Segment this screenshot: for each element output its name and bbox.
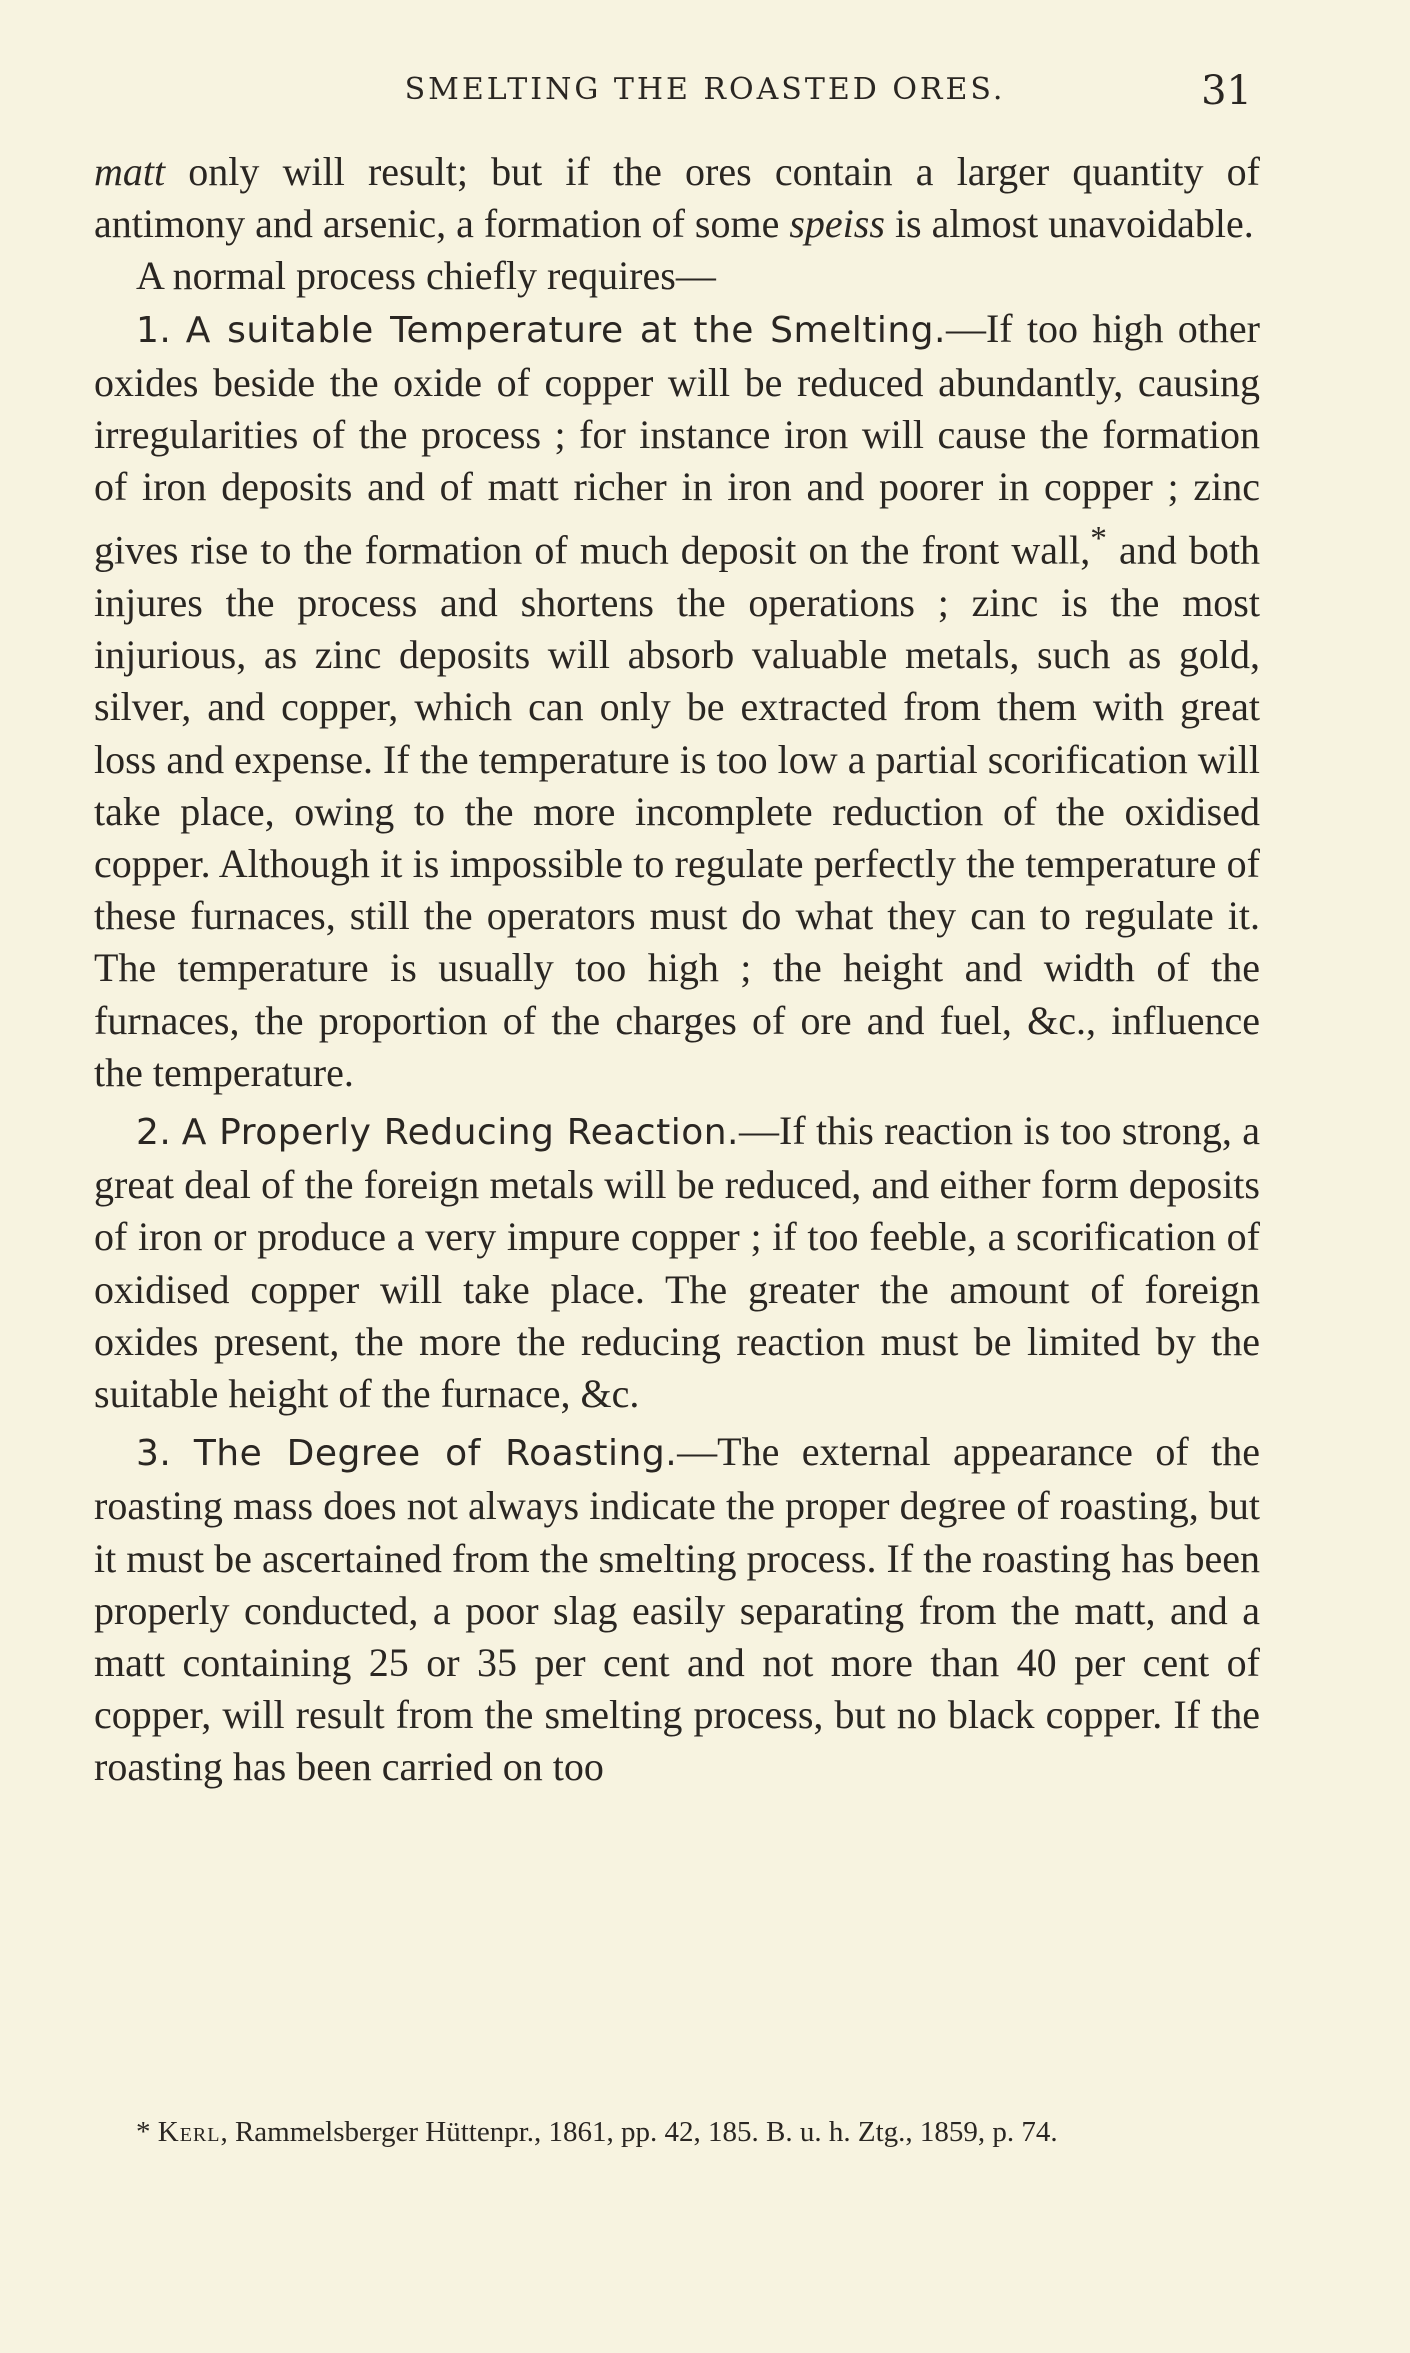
body-text [94, 146, 1260, 1794]
lead-paragraph: A normal process chiefly requires— [136, 253, 716, 299]
section-3-paragraph: 3. The Degree of Roasting.—The external appearance of the roasting mass does not always indicate the proper degree of roasting, but it must be ascertained from the smelting process. If the roasting has been properly conducted, a poor slag easily separating from the matt, and a matt containing 25 or 35 per cent and not more than 40 per cent of copper, will result from the smelting process, but no black copper. If the roasting has been carried on too [94, 1429, 1260, 1790]
running-head: SMELTING THE ROASTED ORES. [404, 72, 1006, 107]
section-2-paragraph: 2. A Properly Reducing Reaction.—If this reaction is too strong, a great deal of the foreign metals will be reduced, and either form deposits of iron or produce a very impure copper ; if too feeble, a scorification of oxidised copper will take place. The greater the amount of foreign oxides present, the more the reducing reaction must be limited by the suitable height of the furnace, &c. [94, 1107, 1261, 1416]
section-1-paragraph: 1. A suitable Temperature at the Smelting.—If too high other oxides beside the oxide of copper will be reduced abundantly, causing irregularities of the process ; for instance iron will cause the formation of iron deposits and of matt richer in iron and poorer in copper ; zinc gives rise to the formation of much deposit on the front wall,* and both injures the process and shortens the operations ; zinc is the most injurious, as zinc deposits will absorb valuable metals, such as gold, silver, and copper, which can only be extracted from them with great loss and expense. If the temperature is too low a partial scorification will take place, owing to the more incomplete reduction of the oxidised copper. Although it is impossible to regulate perfectly the temperature of these furnaces, still the operators must do what they can to regulate it. The temperature is usually too high ; the height and width of the furnaces, the proportion of the charges of ore and fuel, &c., influence the temperature. [94, 305, 1260, 1095]
page-number: 31 [1201, 68, 1252, 114]
footnote-mark: * [136, 2116, 151, 2148]
footnote-author: Kerl [157, 2116, 221, 2148]
section-2-number: 2. [136, 1111, 172, 1153]
section-1-heading: A suitable Temperature at the Smelting. [185, 309, 946, 351]
intro-paragraph: matt only will result; but if the ores contain a larger quantity of antimony and arsenic, a formation of some speiss is almost unavoidable. [94, 149, 1260, 247]
footnote [94, 2104, 1260, 2160]
section-2-heading: A Properly Reducing Reaction. [181, 1111, 739, 1153]
section-3-number: 3. [136, 1433, 172, 1475]
section-1-number: 1. [136, 309, 172, 351]
section-3-heading: The Degree of Roasting. [193, 1433, 678, 1475]
footnote-text: , Rammelsberger Hüttenpr., 1861, pp. 42, 185. B. u. h. Ztg., 1859, p. 74. [220, 2116, 1058, 2148]
footnote-reference: * [1090, 520, 1107, 558]
